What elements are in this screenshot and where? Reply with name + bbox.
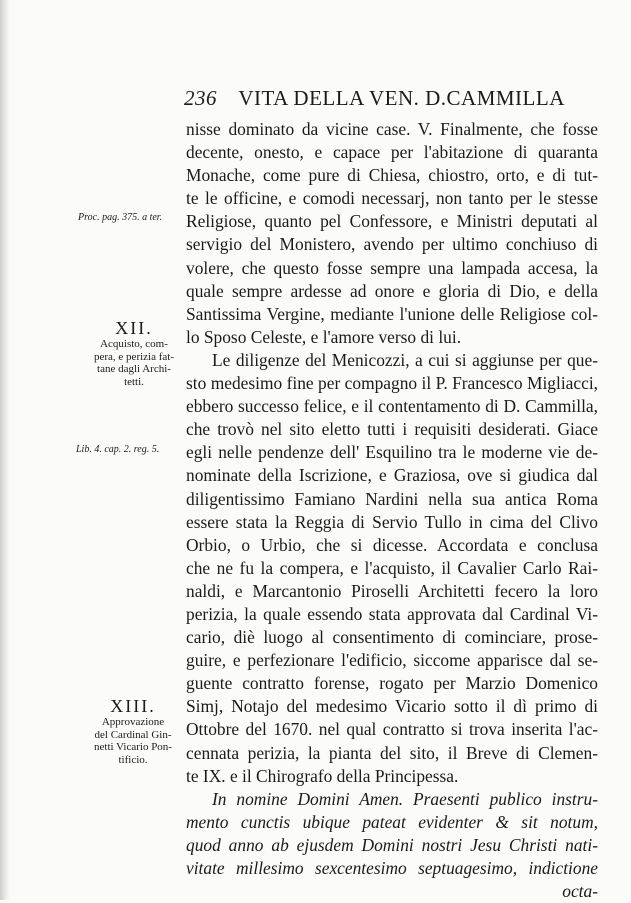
text-line: Ottobre del 1670. nel qual contratto si trova inserita l'ac- (186, 719, 598, 740)
latin-text-line: vitate millesimo sexcentesimo septuagesimo, indictione (186, 858, 598, 878)
text-line: Orbio, o Urbio, che si dicesse. Accordata e conclusa (186, 534, 598, 555)
text-line: perizia, la quale essendo stata approvata dal Cardinal Vi- (186, 603, 598, 624)
text-line: cario, diè luogo al consentimento di cominciare, prose- (186, 627, 598, 648)
text-line: Religiose, quanto pel Confessore, e Ministri deputati al (186, 211, 598, 232)
text-line: quale sempre ardesse ad onore e gloria di Dio, e della (186, 280, 598, 301)
text-line: guente contratto forense, rogato per Marzio Domenico (186, 673, 598, 694)
main-text-block (186, 118, 598, 903)
text-line: sto medesimo fine per compagno il P. Francesco Migliacci, (186, 373, 598, 394)
text-line: naldi, e Marcantonio Piroselli Architetti fecero la loro (186, 580, 598, 601)
section-number: XII. (115, 318, 153, 338)
text-line: Simj, Notajo del medesimo Vicario sotto il dì primo di (186, 696, 598, 717)
page-number: 236 (184, 86, 217, 110)
margin-note-line: pera, e perizia fat- (94, 350, 174, 363)
margin-note-line: tane dagli Archi- (97, 363, 171, 375)
text-line: decente, onesto, e capace per l'abitazione di quaranta (186, 142, 598, 163)
margin-note-line: tetti. (124, 375, 144, 388)
margin-note-line: Approvazione (101, 716, 165, 728)
catchword: octa- (562, 881, 598, 902)
text-line: servigio del Monistero, avendo per ultimo conchiuso di (186, 234, 598, 255)
margin-note-line: netti Vicario Pon- (94, 741, 172, 753)
section-number: XIII. (110, 696, 156, 716)
margin-note-line: tificio. (118, 753, 148, 766)
latin-text-line: quod anno ab ejusdem Domini nostri Jesu Christi nati- (186, 834, 598, 855)
text-line: nisse dominato da vicine case. V. Finalmente, che fosse (186, 119, 598, 139)
running-header (184, 86, 604, 111)
margin-reference-processo: Proc. pag. 375. a ter. (78, 212, 163, 223)
text-line: Monache, come pure di Chiesa, chiostro, orto, e di tut- (186, 165, 598, 186)
text-line: lo Sposo Celeste, e l'amore verso di lui. (186, 326, 462, 347)
text-line: nominate della Iscrizione, e Graziosa, ove si giudica dal (186, 465, 598, 486)
page-gutter-shadow (0, 0, 10, 900)
margin-note-section-12 (84, 318, 184, 388)
text-line: egli nelle pendenze dell' Esquilino tra le moderne vie de- (186, 442, 598, 463)
latin-text-line: mento cunctis ubique pateat evidenter & sit notum, (186, 811, 598, 832)
text-line: volere, che questo fosse sempre una lampada accesa, la (186, 257, 598, 278)
margin-reference-nardini: Lib. 4. cap. 2. reg. 5. (76, 444, 160, 455)
text-line: diligentissimo Famiano Nardini nella sua antica Roma (186, 488, 598, 509)
text-line: che ne fu la compera, e l'acquisto, il Cavalier Carlo Rai- (186, 557, 598, 578)
text-line: te IX. e il Chirografo della Principessa. (186, 765, 459, 786)
text-line: Santissima Vergine, mediante l'unione delle Religiose col- (186, 303, 598, 324)
margin-note-line: Acquisto, com- (100, 338, 168, 350)
margin-note-section-13 (82, 696, 184, 766)
latin-text-line: In nomine Domini Amen. Praesenti publico instru- (212, 788, 598, 809)
text-line: te le officine, e comodi necessarj, non tanto per le stesse (186, 188, 598, 209)
text-line: guire, e perfezionare l'edificio, siccome apparisce dal se- (186, 650, 598, 671)
text-line: ebbero successo felice, e il contentamento di D. Cammilla, (186, 396, 598, 417)
margin-note-line: del Cardinal Gin- (94, 728, 172, 741)
text-line: che trovò nel sito eletto tutti i requisiti desiderati. Giace (186, 419, 598, 440)
running-title: VITA DELLA VEN. D.CAMMILLA (238, 86, 565, 110)
text-line: Le diligenze del Menicozzi, a cui si aggiunse per que- (212, 349, 598, 370)
text-line: essere stata la Reggia di Servio Tullo in cima del Clivo (186, 511, 598, 532)
text-line: cennata perizia, la pianta del sito, il Breve di Clemen- (186, 742, 598, 763)
